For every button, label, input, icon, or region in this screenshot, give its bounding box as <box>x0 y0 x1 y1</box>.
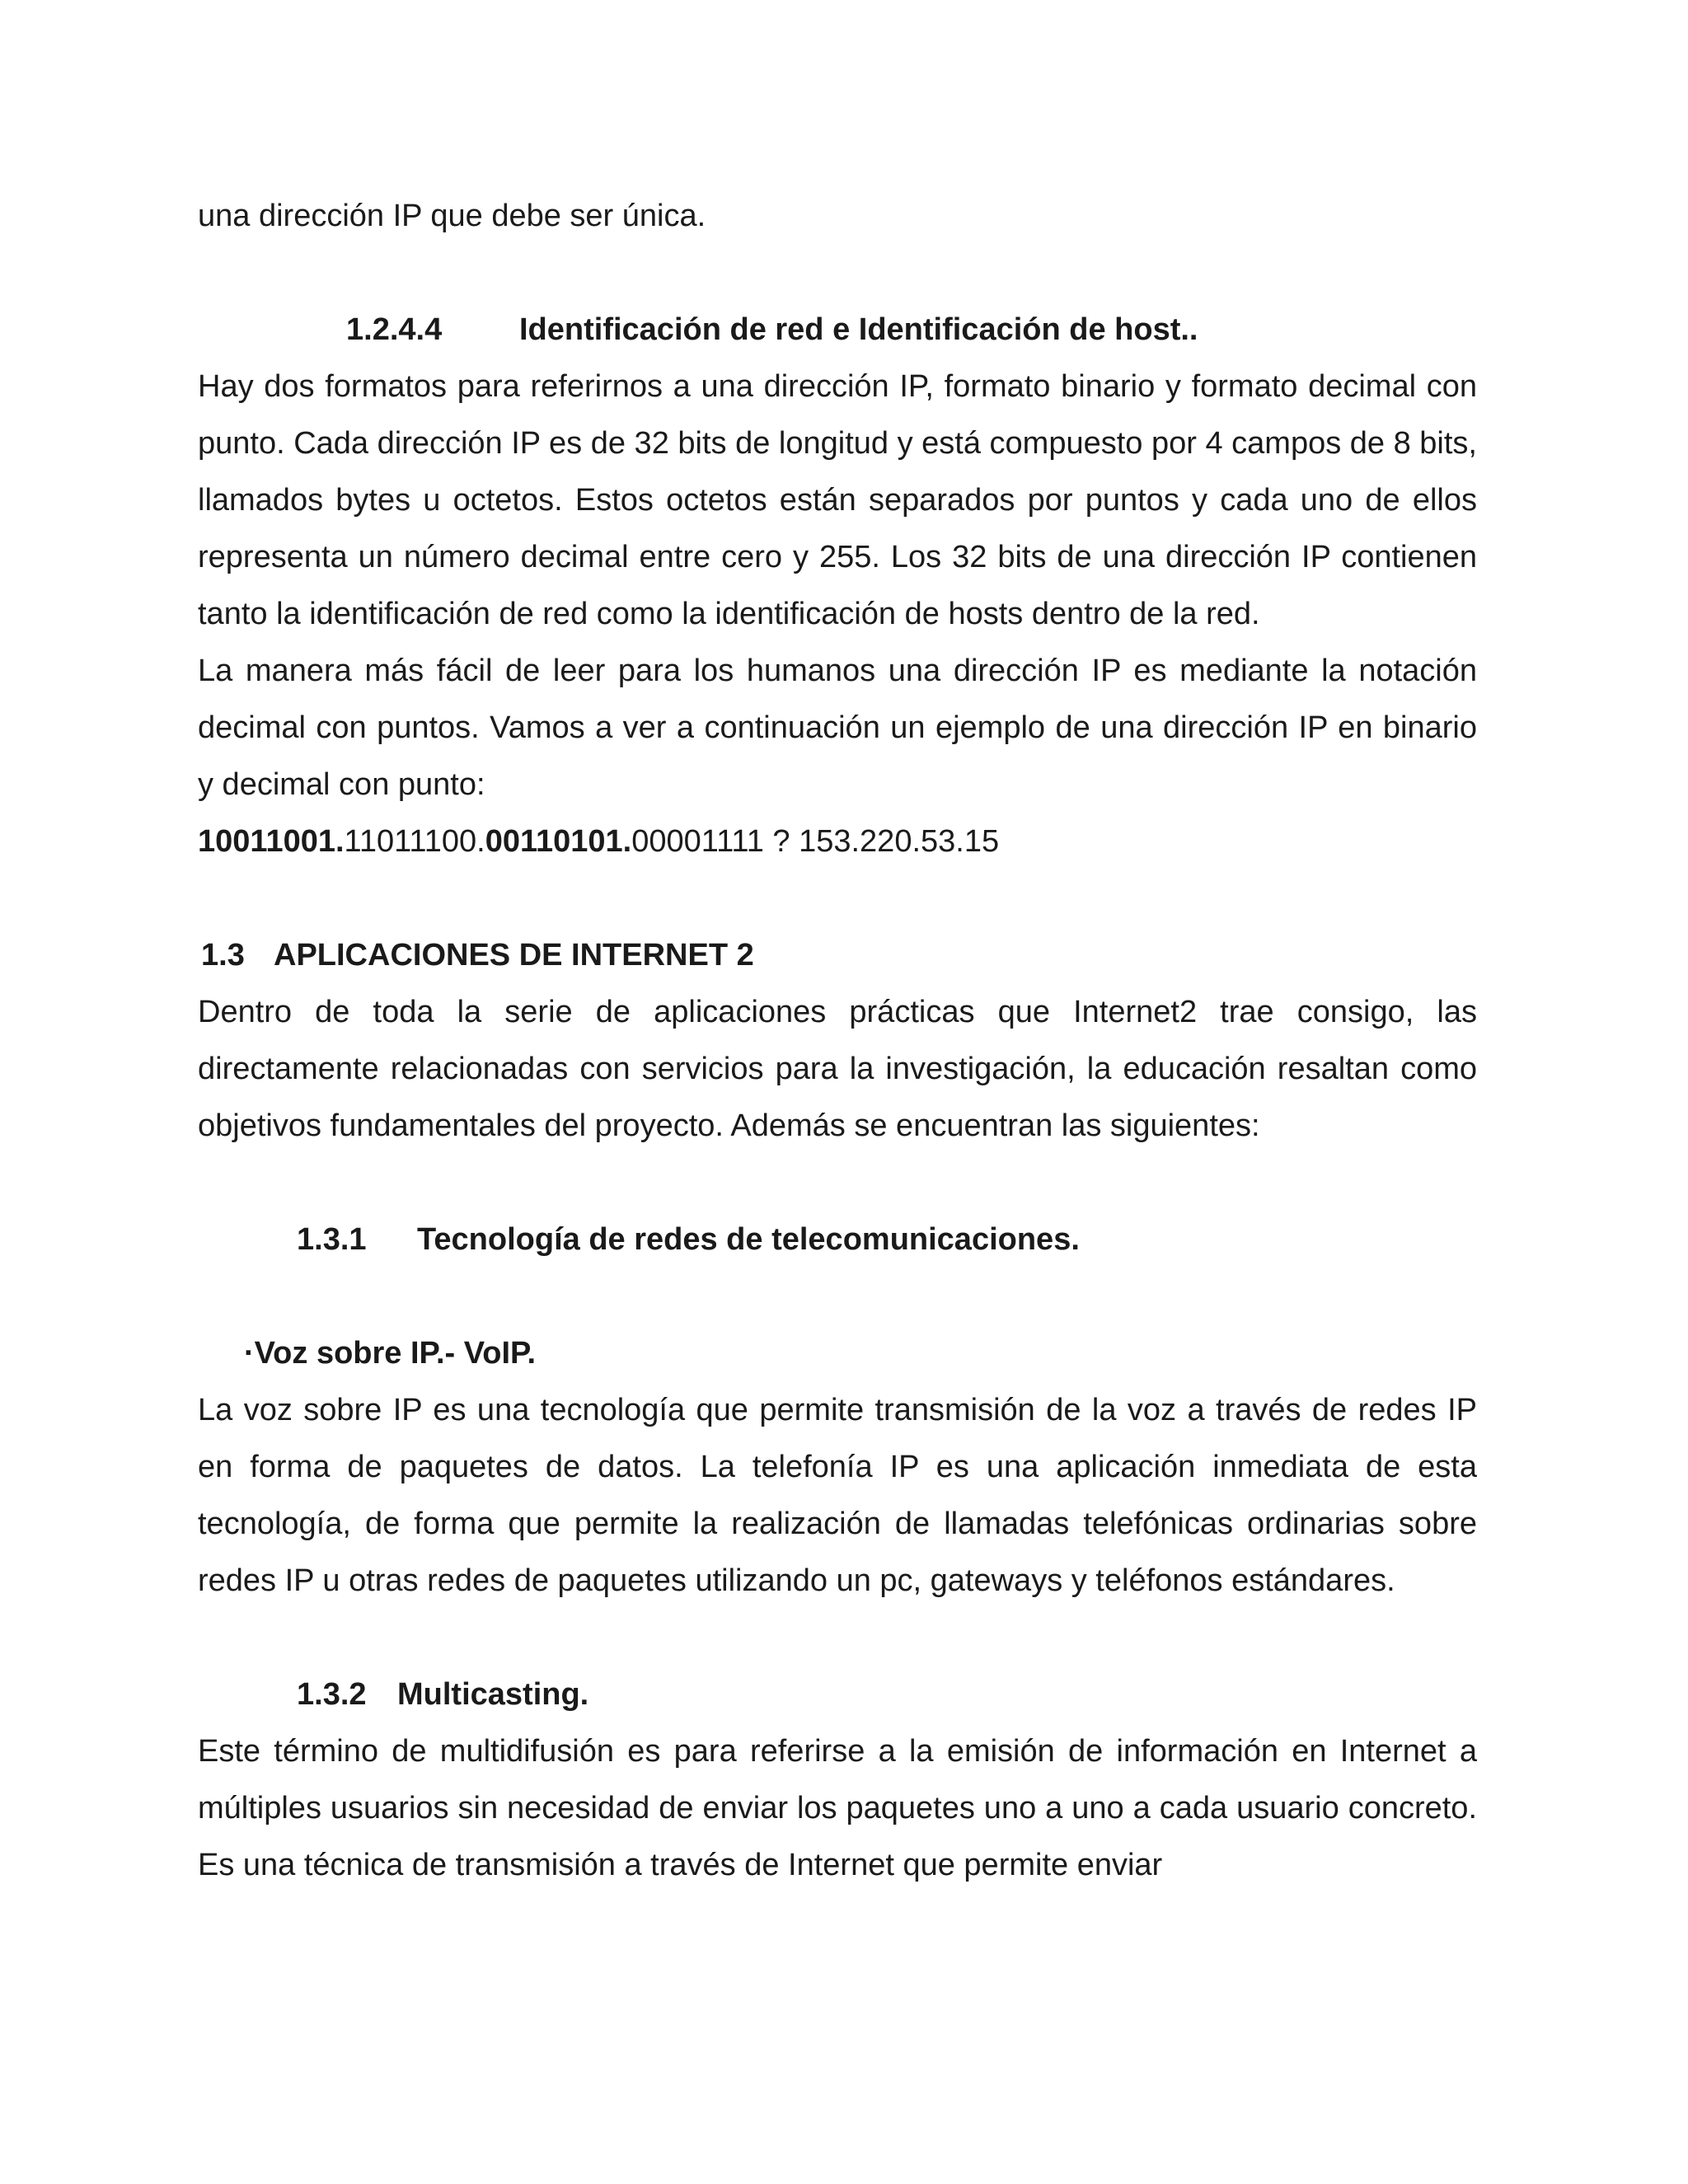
heading-number: 1.2.4.4 <box>346 312 443 347</box>
ip-octet-2: 11011100. <box>344 824 485 859</box>
spacer <box>198 245 1477 302</box>
ip-octet-4: 00001111 <box>631 824 764 859</box>
heading-1-3-2 <box>198 1666 1477 1723</box>
ip-octet-1: 10011001. <box>198 824 345 859</box>
document-page <box>198 188 1477 1894</box>
bullet-heading-voip: ·Voz sobre IP.- VoIP. <box>244 1336 537 1371</box>
ip-octet-3: 00110101. <box>485 824 632 859</box>
heading-number: 1.3.2 <box>297 1677 367 1712</box>
heading-1-2-4-4 <box>198 302 1477 359</box>
heading-number: 1.3 <box>201 938 245 972</box>
heading-number: 1.3.1 <box>297 1222 367 1257</box>
ip-separator: ? <box>763 824 799 859</box>
spacer <box>198 1268 1477 1325</box>
heading-1-3 <box>198 927 1477 984</box>
spacer <box>198 1610 1477 1666</box>
paragraph-dotted-notation: La manera más fácil de leer para los humanos una dirección IP es mediante la notación decimal con puntos. Vamos a ver a continuación un ejemplo de una dirección IP en binario y decimal con punto: <box>198 654 1477 802</box>
heading-title: Identificación de red e Identificación de host.. <box>519 312 1198 347</box>
heading-1-3-1 <box>198 1212 1477 1268</box>
heading-title: APLICACIONES DE INTERNET 2 <box>274 938 754 972</box>
spacer <box>198 1155 1477 1212</box>
spacer <box>198 870 1477 927</box>
paragraph-multicasting: Este término de multidifusión es para referirse a la emisión de información en Internet a múltiples usuarios sin necesidad de enviar los paquetes uno a uno a cada usuario concreto. Es una técnica de transmisión a través de Internet que permite enviar <box>198 1734 1477 1882</box>
paragraph-voip: La voz sobre IP es una tecnología que permite transmisión de la voz a través de redes IP en forma de paquetes de datos. La telefonía IP es una aplicación inmediata de esta tecnología, de forma que permite la realización de llamadas telefónicas ordinarias sobre redes IP u otras redes de paquetes utilizando un pc, gateways y teléfonos estándares. <box>198 1393 1477 1598</box>
paragraph-ip-formats: Hay dos formatos para referirnos a una dirección IP, formato binario y formato decimal con punto. Cada dirección IP es de 32 bits de longitud y está compuesto por 4 campos de 8 bits, llamados bytes u octetos. Estos octetos están separados por puntos y cada uno de ellos representa un número decimal entre cero y 255. Los 32 bits de una dirección IP contienen tanto la identificación de red como la identificación de hosts dentro de la red. <box>198 369 1477 631</box>
intro-line: una dirección IP que debe ser única. <box>198 199 706 233</box>
heading-title: Multicasting. <box>397 1677 589 1712</box>
heading-title: Tecnología de redes de telecomunicaciones. <box>417 1222 1080 1257</box>
ip-decimal: 153.220.53.15 <box>799 824 1000 859</box>
ip-example <box>198 813 1477 870</box>
paragraph-applications: Dentro de toda la serie de aplicaciones prácticas que Internet2 trae consigo, las directamente relacionadas con servicios para la investigación, la educación resaltan como objetivos fundamentales del proyecto. Además se encuentran las siguientes: <box>198 995 1477 1143</box>
